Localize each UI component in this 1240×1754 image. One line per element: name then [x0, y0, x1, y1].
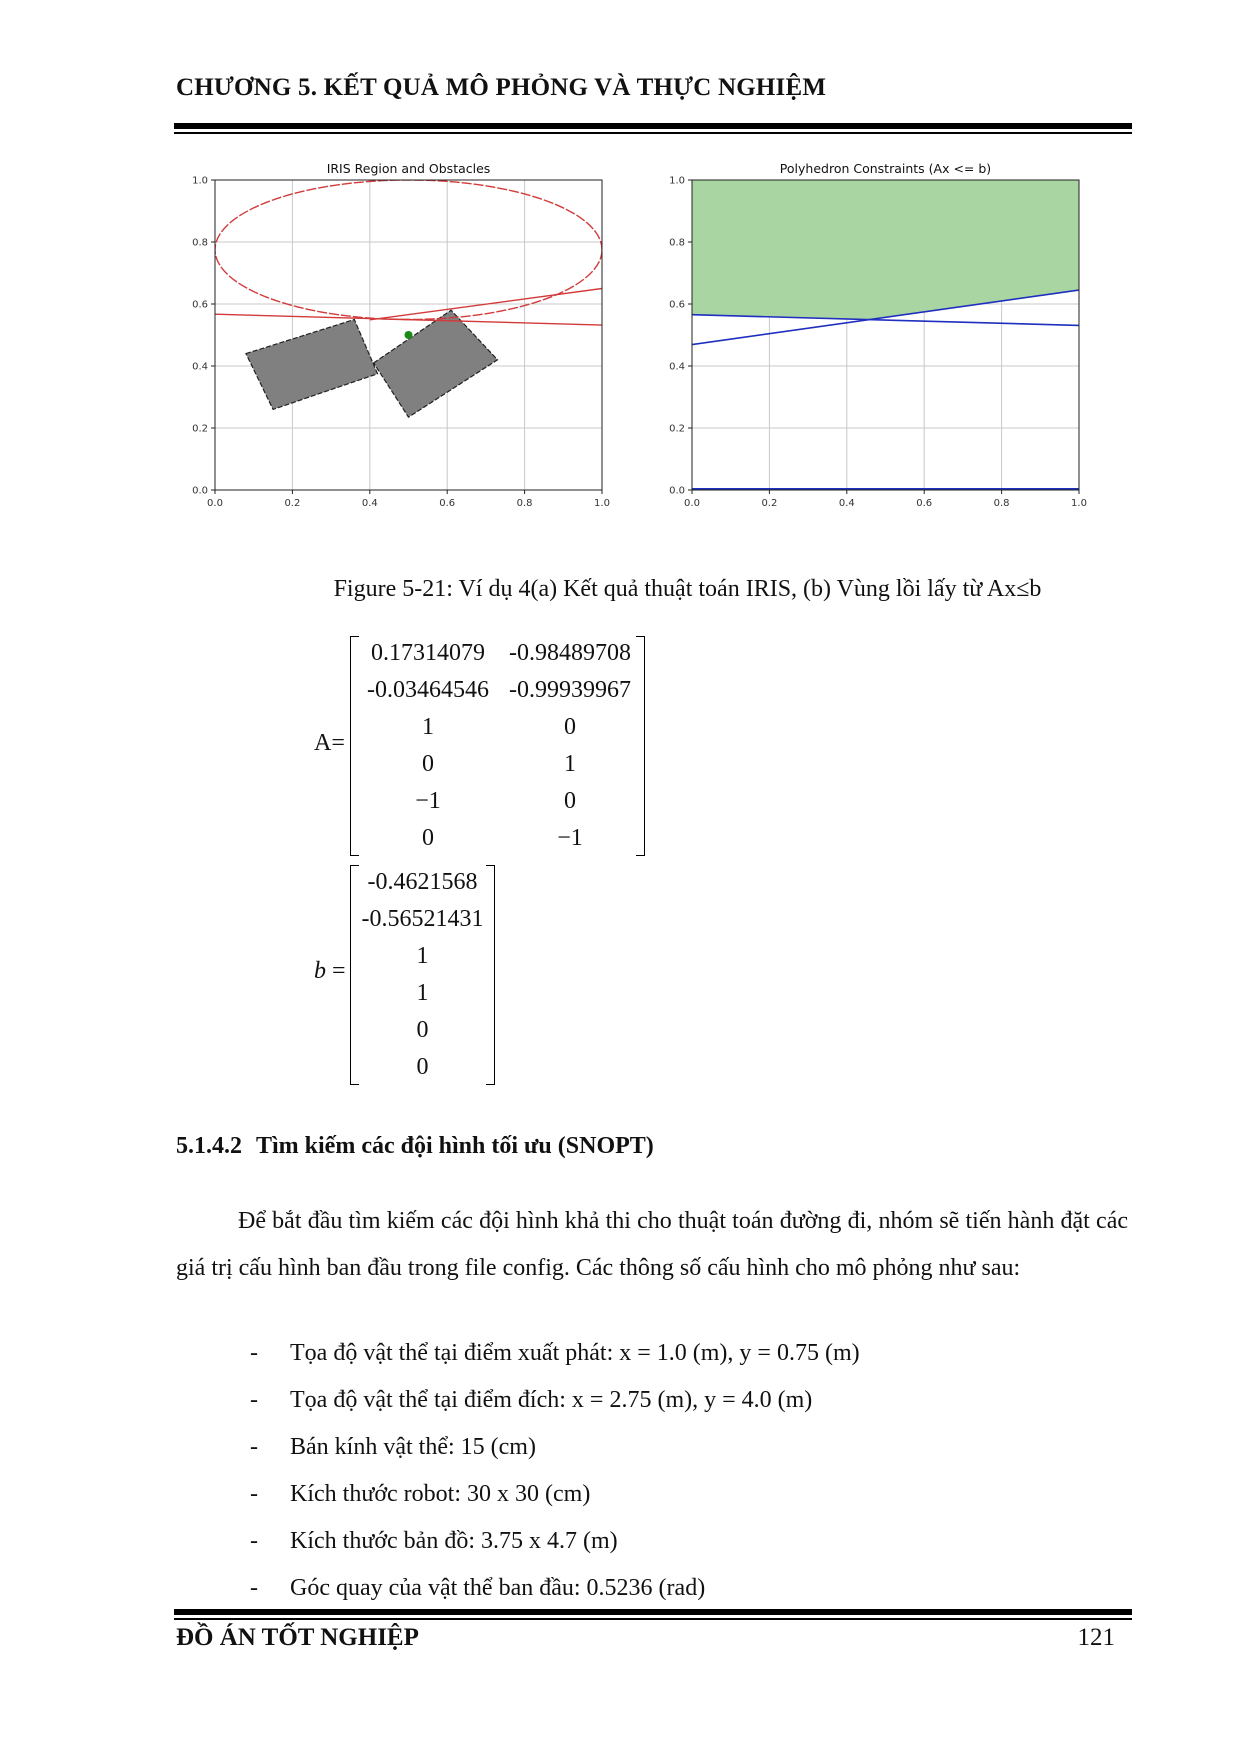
bullet-text: Tọa độ vật thể tại điểm xuất phát: x = 1.0 (m), y = 0.75 (m) — [290, 1340, 860, 1366]
bullet-dash: - — [250, 1340, 258, 1366]
x-tick-label: 1.0 — [594, 498, 610, 509]
x-tick-label: 0.6 — [916, 498, 933, 509]
bullet-text: Kích thước bản đồ: 3.75 x 4.7 (m) — [290, 1528, 618, 1554]
bullet-dash: - — [250, 1434, 258, 1460]
matrix-a-left-bracket — [350, 636, 359, 856]
x-tick-label: 0.4 — [361, 498, 378, 509]
iris-ellipse — [215, 180, 602, 320]
section-number: 5.1.4.2 — [176, 1133, 242, 1159]
y-tick-label: 0.8 — [192, 237, 208, 249]
bullet-text: Bán kính vật thể: 15 (cm) — [290, 1434, 536, 1460]
y-tick-label: 0.8 — [669, 237, 685, 249]
figure-plots — [180, 155, 1140, 555]
plot-data-layer — [215, 180, 602, 417]
plot-data-layer — [692, 180, 1079, 489]
matrix-a-cell: 1 — [422, 714, 434, 740]
obstacle-polygon — [374, 310, 498, 417]
bullet-text: Kích thước robot: 30 x 30 (cm) — [290, 1481, 591, 1507]
plot-iris-region — [192, 161, 610, 509]
matrix-a — [350, 636, 645, 856]
page-header-title: CHƯƠNG 5. KẾT QUẢ MÔ PHỎNG VÀ THỰC NGHIỆM — [176, 74, 827, 101]
y-tick-label: 0.0 — [192, 485, 208, 497]
matrix-a-cell: 1 — [564, 751, 576, 777]
x-tick-label: 0.2 — [284, 498, 301, 509]
y-tick-label: 0.2 — [669, 423, 685, 435]
bullet-dash: - — [250, 1481, 258, 1507]
y-tick-label: 0.2 — [192, 423, 208, 435]
vector-b — [350, 865, 495, 1085]
x-tick-label: 1.0 — [1071, 498, 1087, 509]
bullet-dash: - — [250, 1387, 258, 1413]
header-rule-thick — [174, 123, 1132, 129]
x-tick-label: 0.8 — [993, 498, 1010, 509]
y-tick-label: 0.6 — [669, 299, 685, 311]
config-bullet-list — [250, 1330, 860, 1612]
footer-title: ĐỒ ÁN TỐT NGHIỆP — [176, 1624, 419, 1651]
matrix-a-cell: 0 — [422, 751, 434, 777]
footer-rule-thick — [174, 1609, 1132, 1615]
x-tick-label: 0.4 — [838, 498, 855, 509]
x-tick-label: 0.0 — [207, 498, 223, 509]
constraint-line — [215, 314, 602, 325]
vector-b-cell: 0 — [416, 1017, 429, 1043]
matrix-a-cell: −1 — [557, 825, 583, 851]
bullet-item — [250, 1424, 860, 1471]
bullet-dash: - — [250, 1575, 258, 1601]
vector-b-cell: -0.4621568 — [367, 869, 478, 895]
matrix-a-cell: 0 — [564, 788, 576, 814]
matrix-a-label: A= — [314, 730, 345, 756]
chart-title: Polyhedron Constraints (Ax <= b) — [779, 161, 992, 176]
matrix-a-cell: -0.98489708 — [509, 640, 631, 666]
bullet-text: Tọa độ vật thể tại điểm đích: x = 2.75 (m), y = 4.0 (m) — [290, 1387, 813, 1413]
vector-b-label: b = — [314, 958, 346, 984]
matrix-a-right-bracket — [636, 636, 645, 856]
y-tick-label: 0.4 — [192, 361, 208, 373]
chart-title: IRIS Region and Obstacles — [326, 161, 491, 176]
matrix-a-cell: −1 — [415, 788, 441, 814]
plot-polyhedron-constraints — [669, 161, 1087, 509]
matrix-a-cell: -0.03464546 — [367, 677, 489, 703]
figure-caption: Figure 5-21: Ví dụ 4(a) Kết quả thuật toán IRIS, (b) Vùng lồi lấy từ Ax≤b — [333, 576, 1042, 602]
x-tick-label: 0.6 — [439, 498, 456, 509]
matrix-a-cell: -0.99939967 — [509, 677, 631, 703]
bullet-item — [250, 1565, 860, 1612]
x-tick-label: 0.2 — [761, 498, 778, 509]
vector-b-cell: -0.56521431 — [361, 906, 484, 932]
vector-b-cell: 1 — [416, 980, 429, 1006]
x-tick-label: 0.0 — [684, 498, 700, 509]
vector-b-cell: 1 — [416, 943, 429, 969]
matrix-a-cell: 0.17314079 — [371, 640, 485, 666]
seed-point — [405, 331, 413, 339]
bullet-item — [250, 1330, 860, 1377]
bullet-text: Góc quay của vật thể ban đầu: 0.5236 (rad) — [290, 1575, 706, 1601]
vector-b-cell: 0 — [416, 1054, 429, 1080]
page-number: 121 — [1077, 1624, 1115, 1651]
matrix-a-cell: 0 — [422, 825, 434, 851]
x-tick-label: 0.8 — [516, 498, 533, 509]
y-tick-label: 1.0 — [669, 175, 685, 187]
section-title: Tìm kiếm các đội hình tối ưu (SNOPT) — [256, 1133, 654, 1159]
y-tick-label: 1.0 — [192, 175, 208, 187]
section-heading — [176, 1133, 654, 1160]
figure-5-21 — [180, 155, 1140, 555]
bullet-item — [250, 1518, 860, 1565]
matrix-a-cell: 0 — [564, 714, 576, 740]
bullet-item — [250, 1471, 860, 1518]
bullet-item — [250, 1377, 860, 1424]
vector-b-left-bracket — [350, 865, 359, 1085]
y-tick-label: 0.6 — [192, 299, 208, 311]
body-paragraph: Để bắt đầu tìm kiếm các đội hình khả thi cho thuật toán đường đi, nhóm sẽ tiến hành đặt các giá trị cấu hình ban đầu trong file config. Các thông số cấu hình cho mô phỏng như sau: — [176, 1208, 1128, 1281]
y-tick-label: 0.4 — [669, 361, 685, 373]
y-tick-label: 0.0 — [669, 485, 685, 497]
vector-b-right-bracket — [486, 865, 495, 1085]
footer-rule-thin — [174, 1618, 1132, 1620]
bullet-dash: - — [250, 1528, 258, 1554]
obstacle-polygon — [246, 320, 378, 410]
header-rule-thin — [174, 132, 1132, 134]
